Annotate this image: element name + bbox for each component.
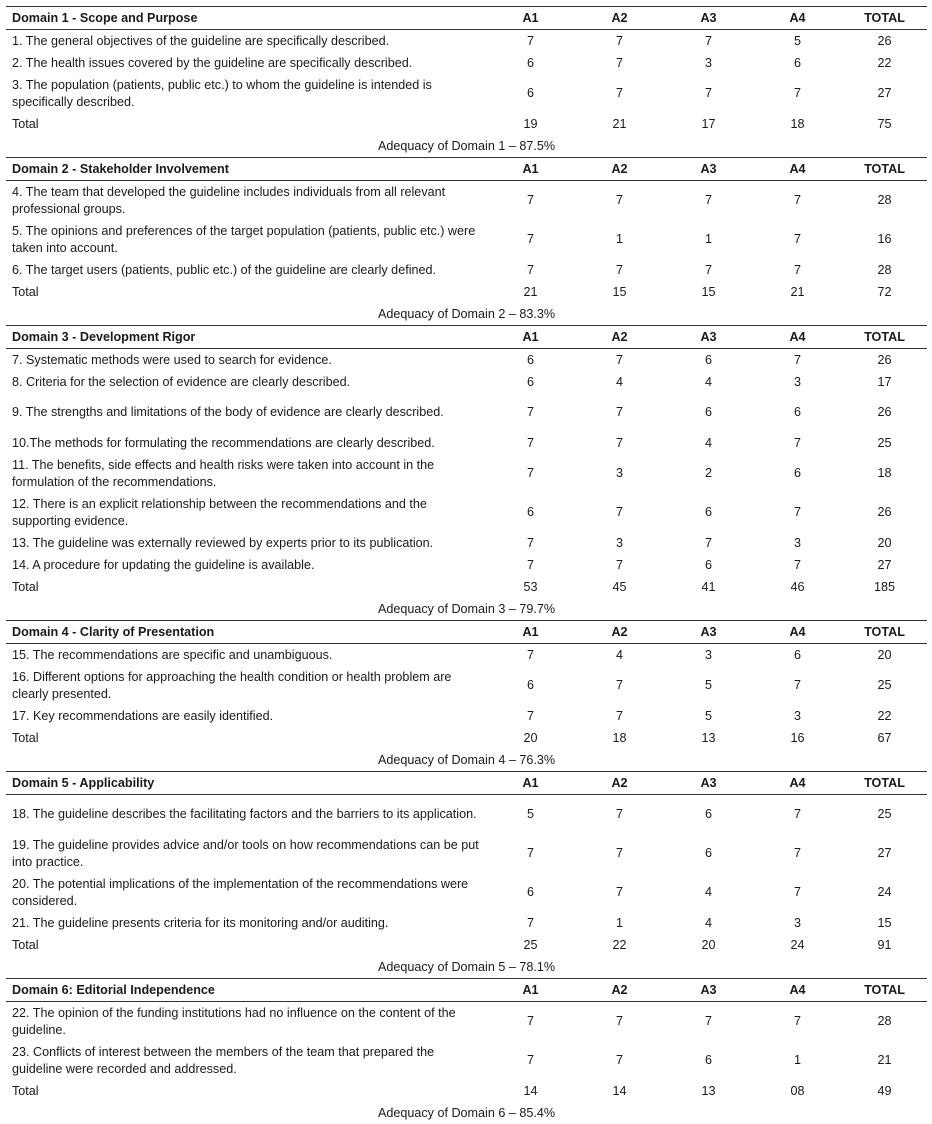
score-a1: 6 xyxy=(486,74,575,113)
score-a1: 7 xyxy=(486,1041,575,1080)
criterion-text: 19. The guideline provides advice and/or tools on how recommendations can be put into practice. xyxy=(6,834,486,873)
total-label: Total xyxy=(6,113,486,135)
score-a2: 7 xyxy=(575,705,664,727)
domain-adequacy: Adequacy of Domain 4 – 76.3% xyxy=(6,749,927,772)
score-a4: 5 xyxy=(753,30,842,53)
domain-title: Domain 1 - Scope and Purpose xyxy=(6,7,486,30)
score-a3: 3 xyxy=(664,644,753,667)
criterion-row xyxy=(6,532,927,554)
score-total: 22 xyxy=(842,52,927,74)
score-a3: 6 xyxy=(664,349,753,372)
total-a1: 14 xyxy=(486,1080,575,1102)
score-a2: 7 xyxy=(575,259,664,281)
criterion-text: 6. The target users (patients, public etc.) of the guideline are clearly defined. xyxy=(6,259,486,281)
total-a1: 20 xyxy=(486,727,575,749)
column-header-a4: A4 xyxy=(753,7,842,30)
score-a3: 6 xyxy=(664,493,753,532)
total-total: 72 xyxy=(842,281,927,303)
score-a1: 6 xyxy=(486,873,575,912)
domain-title: Domain 3 - Development Rigor xyxy=(6,326,486,349)
score-a2: 4 xyxy=(575,644,664,667)
total-row xyxy=(6,281,927,303)
column-header-a2: A2 xyxy=(575,772,664,795)
score-total: 28 xyxy=(842,259,927,281)
criterion-text: 17. Key recommendations are easily identified. xyxy=(6,705,486,727)
criterion-text: 5. The opinions and preferences of the target population (patients, public etc.) were taken into account. xyxy=(6,220,486,259)
total-row xyxy=(6,113,927,135)
domain-title: Domain 6: Editorial Independence xyxy=(6,979,486,1002)
score-a3: 7 xyxy=(664,74,753,113)
column-header-total: TOTAL xyxy=(842,7,927,30)
column-header-a1: A1 xyxy=(486,772,575,795)
total-row xyxy=(6,727,927,749)
score-a2: 7 xyxy=(575,1002,664,1042)
score-total: 22 xyxy=(842,705,927,727)
column-header-total: TOTAL xyxy=(842,326,927,349)
score-a1: 6 xyxy=(486,666,575,705)
score-a4: 6 xyxy=(753,644,842,667)
domain-header-row xyxy=(6,979,927,1002)
score-a3: 6 xyxy=(664,795,753,835)
score-a1: 7 xyxy=(486,432,575,454)
column-header-total: TOTAL xyxy=(842,772,927,795)
total-total: 185 xyxy=(842,576,927,598)
column-header-a4: A4 xyxy=(753,772,842,795)
score-a4: 7 xyxy=(753,1002,842,1042)
total-label: Total xyxy=(6,281,486,303)
total-total: 67 xyxy=(842,727,927,749)
score-a1: 7 xyxy=(486,705,575,727)
column-header-a2: A2 xyxy=(575,7,664,30)
domain-header-row xyxy=(6,158,927,181)
score-a2: 7 xyxy=(575,873,664,912)
domain-title: Domain 4 - Clarity of Presentation xyxy=(6,621,486,644)
total-total: 91 xyxy=(842,934,927,956)
total-a3: 41 xyxy=(664,576,753,598)
score-a3: 5 xyxy=(664,666,753,705)
criterion-row xyxy=(6,795,927,835)
column-header-a2: A2 xyxy=(575,326,664,349)
column-header-a2: A2 xyxy=(575,979,664,1002)
criterion-row xyxy=(6,554,927,576)
score-a4: 1 xyxy=(753,1041,842,1080)
score-a2: 1 xyxy=(575,912,664,934)
score-a1: 7 xyxy=(486,181,575,221)
criterion-row xyxy=(6,259,927,281)
score-a1: 7 xyxy=(486,220,575,259)
score-a2: 7 xyxy=(575,554,664,576)
total-a4: 24 xyxy=(753,934,842,956)
score-a2: 7 xyxy=(575,30,664,53)
score-a1: 7 xyxy=(486,554,575,576)
score-a3: 3 xyxy=(664,52,753,74)
column-header-total: TOTAL xyxy=(842,621,927,644)
score-a1: 7 xyxy=(486,30,575,53)
score-a2: 3 xyxy=(575,454,664,493)
score-a1: 7 xyxy=(486,259,575,281)
score-a3: 5 xyxy=(664,705,753,727)
score-a1: 7 xyxy=(486,532,575,554)
score-a3: 7 xyxy=(664,181,753,221)
adequacy-row xyxy=(6,1102,927,1124)
total-a3: 15 xyxy=(664,281,753,303)
total-a1: 25 xyxy=(486,934,575,956)
score-total: 26 xyxy=(842,393,927,432)
total-a2: 14 xyxy=(575,1080,664,1102)
score-a1: 7 xyxy=(486,454,575,493)
score-a2: 7 xyxy=(575,74,664,113)
domain-title: Domain 2 - Stakeholder Involvement xyxy=(6,158,486,181)
criterion-text: 22. The opinion of the funding institutions had no influence on the content of the guideline. xyxy=(6,1002,486,1042)
score-a4: 7 xyxy=(753,432,842,454)
score-total: 25 xyxy=(842,432,927,454)
total-row xyxy=(6,1080,927,1102)
score-a1: 6 xyxy=(486,349,575,372)
score-total: 27 xyxy=(842,74,927,113)
column-header-a4: A4 xyxy=(753,158,842,181)
total-label: Total xyxy=(6,1080,486,1102)
score-a4: 7 xyxy=(753,74,842,113)
total-row xyxy=(6,934,927,956)
score-a3: 6 xyxy=(664,834,753,873)
domain-header-row xyxy=(6,772,927,795)
criterion-text: 13. The guideline was externally reviewed by experts prior to its publication. xyxy=(6,532,486,554)
criterion-row xyxy=(6,52,927,74)
score-a1: 5 xyxy=(486,795,575,835)
score-a2: 4 xyxy=(575,371,664,393)
domain-header-row xyxy=(6,326,927,349)
total-a3: 20 xyxy=(664,934,753,956)
criterion-text: 21. The guideline presents criteria for its monitoring and/or auditing. xyxy=(6,912,486,934)
column-header-a3: A3 xyxy=(664,158,753,181)
score-a1: 7 xyxy=(486,393,575,432)
score-a2: 7 xyxy=(575,834,664,873)
column-header-a3: A3 xyxy=(664,979,753,1002)
domain-adequacy: Adequacy of Domain 1 – 87.5% xyxy=(6,135,927,158)
column-header-a3: A3 xyxy=(664,621,753,644)
total-total: 49 xyxy=(842,1080,927,1102)
score-a4: 7 xyxy=(753,795,842,835)
column-header-a4: A4 xyxy=(753,621,842,644)
total-a4: 08 xyxy=(753,1080,842,1102)
total-label: Total xyxy=(6,727,486,749)
column-header-a1: A1 xyxy=(486,979,575,1002)
score-a3: 6 xyxy=(664,554,753,576)
domain-adequacy: Adequacy of Domain 3 – 79.7% xyxy=(6,598,927,621)
score-a4: 7 xyxy=(753,834,842,873)
criterion-text: 15. The recommendations are specific and unambiguous. xyxy=(6,644,486,667)
score-a4: 6 xyxy=(753,52,842,74)
total-a1: 21 xyxy=(486,281,575,303)
total-label: Total xyxy=(6,576,486,598)
score-a3: 6 xyxy=(664,1041,753,1080)
adequacy-row xyxy=(6,956,927,979)
score-a4: 7 xyxy=(753,493,842,532)
score-a1: 7 xyxy=(486,1002,575,1042)
criterion-text: 11. The benefits, side effects and health risks were taken into account in the formulation of the recommendations. xyxy=(6,454,486,493)
total-total: 75 xyxy=(842,113,927,135)
total-a2: 18 xyxy=(575,727,664,749)
total-a1: 53 xyxy=(486,576,575,598)
criterion-text: 14. A procedure for updating the guideline is available. xyxy=(6,554,486,576)
score-a1: 7 xyxy=(486,834,575,873)
column-header-a1: A1 xyxy=(486,7,575,30)
score-a3: 4 xyxy=(664,432,753,454)
score-total: 28 xyxy=(842,1002,927,1042)
total-a3: 13 xyxy=(664,1080,753,1102)
column-header-a2: A2 xyxy=(575,621,664,644)
criterion-row xyxy=(6,371,927,393)
score-a4: 7 xyxy=(753,259,842,281)
column-header-a4: A4 xyxy=(753,979,842,1002)
score-total: 18 xyxy=(842,454,927,493)
domain-adequacy: Adequacy of Domain 2 – 83.3% xyxy=(6,303,927,326)
criterion-text: 18. The guideline describes the facilitating factors and the barriers to its application. xyxy=(6,795,486,835)
score-total: 26 xyxy=(842,30,927,53)
score-a2: 7 xyxy=(575,795,664,835)
criterion-text: 23. Conflicts of interest between the members of the team that prepared the guideline were recorded and addressed. xyxy=(6,1041,486,1080)
criterion-text: 9. The strengths and limitations of the body of evidence are clearly described. xyxy=(6,393,486,432)
score-a3: 7 xyxy=(664,1002,753,1042)
score-a3: 2 xyxy=(664,454,753,493)
criterion-text: 16. Different options for approaching the health condition or health problem are clearly presented. xyxy=(6,666,486,705)
criterion-row xyxy=(6,493,927,532)
score-total: 27 xyxy=(842,834,927,873)
score-total: 24 xyxy=(842,873,927,912)
score-a3: 7 xyxy=(664,30,753,53)
criterion-row xyxy=(6,666,927,705)
criterion-text: 10.The methods for formulating the recommendations are clearly described. xyxy=(6,432,486,454)
score-a3: 6 xyxy=(664,393,753,432)
score-a3: 4 xyxy=(664,371,753,393)
score-a4: 7 xyxy=(753,554,842,576)
score-total: 25 xyxy=(842,795,927,835)
score-a4: 3 xyxy=(753,705,842,727)
score-total: 28 xyxy=(842,181,927,221)
criterion-text: 12. There is an explicit relationship between the recommendations and the supporting evidence. xyxy=(6,493,486,532)
criterion-text: 2. The health issues covered by the guideline are specifically described. xyxy=(6,52,486,74)
total-row xyxy=(6,576,927,598)
score-a2: 7 xyxy=(575,349,664,372)
column-header-a3: A3 xyxy=(664,772,753,795)
criterion-row xyxy=(6,912,927,934)
score-a1: 7 xyxy=(486,644,575,667)
total-a3: 13 xyxy=(664,727,753,749)
domain-adequacy: Adequacy of Domain 6 – 85.4% xyxy=(6,1102,927,1124)
domain-title: Domain 5 - Applicability xyxy=(6,772,486,795)
score-a4: 6 xyxy=(753,454,842,493)
score-a1: 6 xyxy=(486,493,575,532)
score-total: 26 xyxy=(842,493,927,532)
score-a4: 7 xyxy=(753,181,842,221)
criterion-row xyxy=(6,1041,927,1080)
adequacy-row xyxy=(6,303,927,326)
score-total: 16 xyxy=(842,220,927,259)
domain-header-row xyxy=(6,7,927,30)
adequacy-row xyxy=(6,598,927,621)
column-header-a3: A3 xyxy=(664,7,753,30)
table-body xyxy=(6,7,927,1124)
score-total: 26 xyxy=(842,349,927,372)
criterion-row xyxy=(6,181,927,221)
adequacy-row xyxy=(6,135,927,158)
total-a1: 19 xyxy=(486,113,575,135)
adequacy-row xyxy=(6,749,927,772)
score-a4: 3 xyxy=(753,532,842,554)
total-a3: 17 xyxy=(664,113,753,135)
score-total: 21 xyxy=(842,1041,927,1080)
criterion-row xyxy=(6,1002,927,1042)
score-a3: 7 xyxy=(664,259,753,281)
score-a2: 3 xyxy=(575,532,664,554)
score-a2: 7 xyxy=(575,493,664,532)
column-header-a2: A2 xyxy=(575,158,664,181)
score-a1: 6 xyxy=(486,371,575,393)
total-label: Total xyxy=(6,934,486,956)
score-total: 27 xyxy=(842,554,927,576)
criterion-row xyxy=(6,30,927,53)
column-header-a1: A1 xyxy=(486,326,575,349)
score-total: 25 xyxy=(842,666,927,705)
column-header-a1: A1 xyxy=(486,621,575,644)
total-a4: 21 xyxy=(753,281,842,303)
criterion-row xyxy=(6,834,927,873)
criterion-text: 8. Criteria for the selection of evidence are clearly described. xyxy=(6,371,486,393)
score-a2: 7 xyxy=(575,393,664,432)
column-header-a4: A4 xyxy=(753,326,842,349)
criterion-text: 1. The general objectives of the guideline are specifically described. xyxy=(6,30,486,53)
score-a2: 7 xyxy=(575,181,664,221)
score-a4: 7 xyxy=(753,349,842,372)
score-a4: 3 xyxy=(753,912,842,934)
criterion-row xyxy=(6,873,927,912)
score-a2: 7 xyxy=(575,52,664,74)
score-a3: 4 xyxy=(664,912,753,934)
criterion-text: 7. Systematic methods were used to search for evidence. xyxy=(6,349,486,372)
column-header-total: TOTAL xyxy=(842,979,927,1002)
criterion-row xyxy=(6,74,927,113)
total-a4: 18 xyxy=(753,113,842,135)
score-total: 15 xyxy=(842,912,927,934)
total-a2: 45 xyxy=(575,576,664,598)
criterion-row xyxy=(6,454,927,493)
criterion-row xyxy=(6,705,927,727)
domain-adequacy: Adequacy of Domain 5 – 78.1% xyxy=(6,956,927,979)
total-a4: 16 xyxy=(753,727,842,749)
criterion-text: 4. The team that developed the guideline includes individuals from all relevant professional groups. xyxy=(6,181,486,221)
score-a4: 7 xyxy=(753,220,842,259)
total-a2: 22 xyxy=(575,934,664,956)
score-a1: 6 xyxy=(486,52,575,74)
score-a2: 7 xyxy=(575,666,664,705)
score-a4: 6 xyxy=(753,393,842,432)
score-total: 20 xyxy=(842,532,927,554)
score-a2: 7 xyxy=(575,1041,664,1080)
domain-header-row xyxy=(6,621,927,644)
criterion-row xyxy=(6,644,927,667)
criterion-row xyxy=(6,349,927,372)
total-a2: 21 xyxy=(575,113,664,135)
criterion-text: 3. The population (patients, public etc.) to whom the guideline is intended is specifically described. xyxy=(6,74,486,113)
score-a4: 7 xyxy=(753,666,842,705)
score-a3: 1 xyxy=(664,220,753,259)
criterion-row xyxy=(6,220,927,259)
total-a2: 15 xyxy=(575,281,664,303)
score-a4: 7 xyxy=(753,873,842,912)
criterion-row xyxy=(6,393,927,432)
column-header-total: TOTAL xyxy=(842,158,927,181)
criterion-text: 20. The potential implications of the implementation of the recommendations were considered. xyxy=(6,873,486,912)
score-total: 20 xyxy=(842,644,927,667)
score-a3: 7 xyxy=(664,532,753,554)
score-a4: 3 xyxy=(753,371,842,393)
criterion-row xyxy=(6,432,927,454)
agree-scores-table xyxy=(6,6,927,1124)
total-a4: 46 xyxy=(753,576,842,598)
score-a2: 1 xyxy=(575,220,664,259)
score-a1: 7 xyxy=(486,912,575,934)
score-total: 17 xyxy=(842,371,927,393)
score-a3: 4 xyxy=(664,873,753,912)
score-a2: 7 xyxy=(575,432,664,454)
column-header-a1: A1 xyxy=(486,158,575,181)
column-header-a3: A3 xyxy=(664,326,753,349)
